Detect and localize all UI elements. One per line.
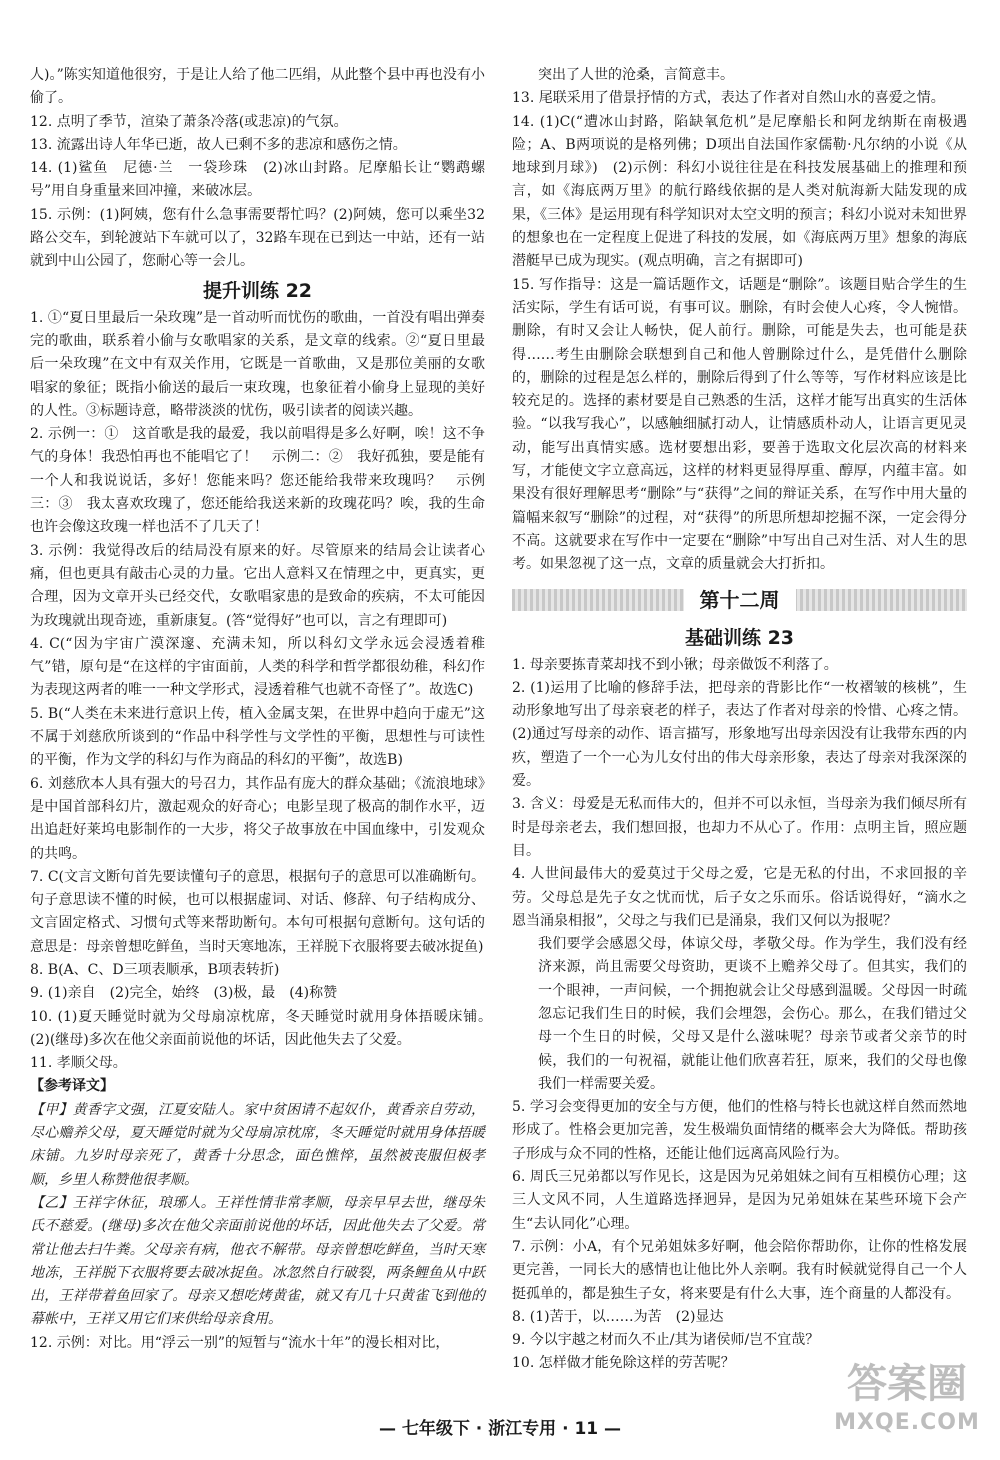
answer-item: 6. 刘慈欣本人具有强大的号召力，其作品有庞大的群众基础；《流浪地球》是中国首部科幻片，激起观众的好奇心；电影呈现了极高的制作水平，迈出追赶好莱坞电影制作的一大步，将父子故事放在中国血缘中，引发观众的共鸣。 xyxy=(30,775,485,862)
week-banner xyxy=(512,581,967,621)
answer-item: 13. 尾联采用了借景抒情的方式，表达了作者对自然山水的喜爱之情。 xyxy=(512,90,945,107)
answer-item: 9. 今以宇越之材而久不止/其为诸侯师/岂不宜哉？ xyxy=(512,1332,820,1349)
answer-item: 2. 示例一：① 这首歌是我的最爱，我以前唱得是多么好啊，唉！这不争气的身体！我恐怕再也不能唱它了！ 示例二：② 我好孤独，要是能有一个人和我说说话，多好！您能来吗？您还能给我带来玫瑰吗？ 示例三：③ 我太喜欢玫瑰了，您还能给我送来新的玫瑰花吗？唉，我的生命也许会像这玫瑰一样也活不了几天了！ xyxy=(30,426,485,536)
section-heading: 提升训练 22 xyxy=(202,279,313,302)
answer-item: 5. 学习会变得更加的安全与方便，他们的性格与特长也就这样自然而然地形成了。性格会更加完善，发生极端负面情绪的概率会大为降低。帮助孩子形成与众不同的性格，还能让他们远离高风险行为。 xyxy=(512,1099,967,1162)
left-column xyxy=(30,64,499,1355)
week-banner-label: 第十二周 xyxy=(684,584,796,616)
answer-item: 7. C(文言文断句首先要读懂句子的意思，根据句子的意思可以准确断句。句子意思读不懂的时候，也可以根据虚词、对话、修辞、句子结构成分、文言固定格式、习惯句式等来帮助断句。本句可根据句意断句。这句话的意思是：母亲曾想吃鲜鱼，当时天寒地冻，王祥脱下衣服将要去破冰捉鱼) xyxy=(30,868,485,955)
watermark-text: 答案圈 xyxy=(847,1361,967,1407)
answer-item: 4. C(“因为宇宙广漠深邃、充满未知，所以科幻文学永远会浸透着稚气”错，原句是“在这样的宇宙面前，人类的科学和哲学都很幼稚，科幻作为表现这两者的唯一一种文学形式，浸透着稚气也就不奇怪了”。故选C) xyxy=(30,635,485,699)
watermark-logo xyxy=(832,1358,982,1450)
answer-item: 9. (1)亲自 (2)完全，始终 (3)极，最 (4)称赞 xyxy=(30,985,338,1002)
answer-item: 8. B(A、C、D三项表顺承，B项表转折) xyxy=(30,961,280,978)
answer-item: 14. (1)鲨鱼 尼德·兰 一袋珍珠 (2)冰山封路。尼摩船长让“鹦鹉螺号”用自身重量来回冲撞，来破冰层。 xyxy=(30,160,485,200)
answer-item: 15. 写作指导：这是一篇话题作文，话题是“删除”。该题目贴合学生的生活实际，学生有话可说，有事可议。删除，有时会使人心疼，令人惋惜。删除，有时又会让人畅快，促人前行。删除，可能是失去，也可能是获得……考生由删除会联想到自己和他人曾删除过什么，是凭借什么删除的，删除的过程是怎么样的，删除后得到了什么等等，写作材料应该是比较充足的。选择的素材要是自己熟悉的生活，这样才能写出真实的生活体验。“以我写我心”，以感触细腻打动人，让情感质朴动人，让语言更见灵动，能写出真情实感。选材要想出彩，要善于选取文化层次高的材料来写，才能使文字立意高远，这样的材料更显得厚重、醇厚，内蕴丰富。如果没有很好理解思考“删除”与“获得”之间的辩证关系，在写作中用大量的篇幅来叙写“删除”的过程，对“获得”的所思所想却挖掘不深，一定会得分不高。这就要求在写作中一定要在“删除”中写出自己对生活、对人生的思考。如果忽视了这一点，文章的质量就会大打折扣。 xyxy=(512,276,967,573)
answer-item: 5. B(“人类在未来进行意识上传，植入金属支架，在世界中趋向于虚无”这不属于刘慈欣所谈到的“作品中科学性与文学性的平衡，思想性与可读性的平衡，作为文学的科幻与作为商品的科幻的平衡”，故选B) xyxy=(30,705,485,769)
answer-item: 3. 示例：我觉得改后的结局没有原来的好。尽管原来的结局会让读者心痛，但也更具有敲击心灵的力量。它出人意料又在情理之中，更真实，更合理，因为文章开头已经交代，女歌唱家患的是致命的疾病，不太可能因为玫瑰就出现奇迹，重新康复。(答“觉得好”也可以，言之有理即可) xyxy=(30,542,485,629)
answer-item: 突出了人世的沧桑，言简意丰。 xyxy=(538,67,734,83)
answer-item: 1. 母亲要拣青菜却找不到小锹；母亲做饭不利落了。 xyxy=(512,656,838,673)
page-footer: — 七年级下 · 浙江专用 · 11 — xyxy=(378,1419,622,1439)
answer-item: 6. 周氏三兄弟都以写作见长，这是因为兄弟姐妹之间有互相模仿心理；这三人文风不同，人生道路选择迥异，是因为兄弟姐妹在某些环境下会产生“去认同化”心理。 xyxy=(512,1169,967,1232)
answer-item: 人)。”陈实知道他很穷，于是让人给了他二匹绢，从此整个县中再也没有小偷了。 xyxy=(30,67,485,107)
answer-item: 14. (1)C(“遭冰山封路，陷缺氧危机”是尼摩船长和阿龙纳斯在南极遇险；A、B两项说的是格列佛；D项出自法国作家儒勒·凡尔纳的小说《从地球到月球》) (2)示例：科幻小说往往是在科技发展基础上的推理和预言，如《海底两万里》的航行路线依据的是人类对航海新大陆发现的成果，《三体》是运用现有科学知识对太空文明的预言；科幻小说对未知世界的想象也在一定程度上促进了科技的发展，如《海底两万里》想象的海底潜艇早已成为现实。(观点明确，言之有据即可) xyxy=(512,113,967,270)
answer-item: 1. ①“夏日里最后一朵玫瑰”是一首动听而忧伤的歌曲，一首没有唱出弹奏完的歌曲，联系着小偷与女歌唱家的关系，是文章的线索。②“夏日里最后一朵玫瑰”在文中有双关作用，它既是一首歌曲，又是那位美丽的女歌唱家的象征；既指小偷送的最后一束玫瑰，也象征着小偷身上显现的美好的人性。③标题诗意，略带淡淡的忧伤，吸引读者的阅读兴趣。 xyxy=(30,309,485,419)
answer-item: 10. 怎样做才能免除这样的劳苦呢？ xyxy=(512,1355,735,1372)
translation-paragraph: 【甲】黄香字文强，江夏安陆人。家中贫困请不起奴仆，黄香亲自劳动，尽心赡养父母，夏天睡觉时就为父母扇凉枕席，冬天睡觉时就用身体捂暖床铺。九岁时母亲死了，黄香十分思念，面色憔悴，虽然被丧服但极孝顺，乡里人称赞他很孝顺。 xyxy=(30,1101,485,1188)
answer-item: 7. 示例：小A，有个兄弟姐妹多好啊，他会陪你帮助你，让你的性格发展更完善，一同长大的感情也让他比外人亲啊。我有时候就觉得自己一个人挺孤单的，都是独生子女，将来要是有什么大事，连个商量的人都没有。 xyxy=(512,1238,967,1302)
answer-item: 12. 示例：对比。用“浮云一别”的短暂与“流水十年”的漫长相对比， xyxy=(30,1334,450,1351)
translation-tag: 【参考译文】 xyxy=(30,1078,114,1095)
answer-item: 我们要学会感恩父母，体谅父母，孝敬父母。作为学生，我们没有经济来源，尚且需要父母资助，更谈不上赡养父母了。但其实，我们的一个眼神，一声问候，一个拥抱就会让父母感到温暖。父母因一时疏忽忘记我们生日的时候，我们会埋怨，会伤心。那么，在我们错过父母一个生日的时候，父母又是什么滋味呢？母亲节或者父亲节的时候，我们的一句祝福，就能让他们欣喜若狂，原来，我们的父母也像我们一样需要关爱。 xyxy=(538,936,967,1092)
right-column xyxy=(512,64,967,1376)
translation-paragraph: 【乙】王祥字休征，琅琊人。王祥性情非常孝顺，母亲早早去世，继母朱氏不慈爱。(继母)多次在他父亲面前说他的坏话，因此他失去了父爱。常常让他去扫牛粪。父母亲有病，他衣不解带。母亲曾想吃鲜鱼，当时天寒地冻，王祥脱下衣服将要去破冰捉鱼。冰忽然自行破裂，两条鲤鱼从中跃出，王祥带着鱼回家了。母亲又想吃烤黄雀，就又有几十只黄雀飞到他的幕帐中，王祥又用它们来供给母亲食用。 xyxy=(30,1194,485,1328)
answer-item: 11. 孝顺父母。 xyxy=(30,1055,127,1072)
watermark-url: MXQE.COM xyxy=(834,1410,980,1435)
answer-item: 4. 人世间最伟大的爱莫过于父母之爱，它是无私的付出，不求回报的辛劳。父母总是先子女之忧而忧，后子女之乐而乐。俗话说得好，“滴水之恩当涌泉相报”，父母之与我们已是涌泉，我们又何以为报呢？ xyxy=(512,866,967,929)
answer-item: 2. (1)运用了比喻的修辞手法，把母亲的背影比作“一枚褶皱的核桃”，生动形象地写出了母亲衰老的样子，表达了作者对母亲的怜惜、心疼之情。(2)通过写母亲的动作、语言描写，形象地写出母亲因没有让我带东西的内疚，塑造了一个一心为儿女付出的伟大母亲形象，表达了母亲对我深深的爱。 xyxy=(512,679,967,790)
answer-item: 8. (1)苦于，以……为苦 (2)显达 xyxy=(512,1308,724,1325)
answer-item: 15. 示例：(1)阿姨，您有什么急事需要帮忙吗？(2)阿姨，您可以乘坐32路公交车，到轮渡站下车就可以了，32路车现在已到达一中站，还有一站就到中山公园了，您耐心等一会儿。 xyxy=(30,206,485,270)
answer-item: 13. 流露出诗人年华已逝，故人已剩不多的悲凉和感伤之情。 xyxy=(30,136,407,153)
answer-item: 3. 含义：母爱是无私而伟大的，但并不可以永恒，当母亲为我们倾尽所有时是母亲老去，我们想回报，也却力不从心了。作用：点明主旨，照应题目。 xyxy=(512,796,967,859)
answer-item: 12. 点明了季节，渲染了萧条冷落(或悲凉)的气氛。 xyxy=(30,113,348,130)
answer-item: 10. (1)夏天睡觉时就为父母扇凉枕席，冬天睡觉时就用身体捂暖床铺。 (2)(继母)多次在他父亲面前说他的坏话，因此他失去了父爱。 xyxy=(30,1008,499,1048)
section-heading: 基础训练 23 xyxy=(684,626,795,649)
